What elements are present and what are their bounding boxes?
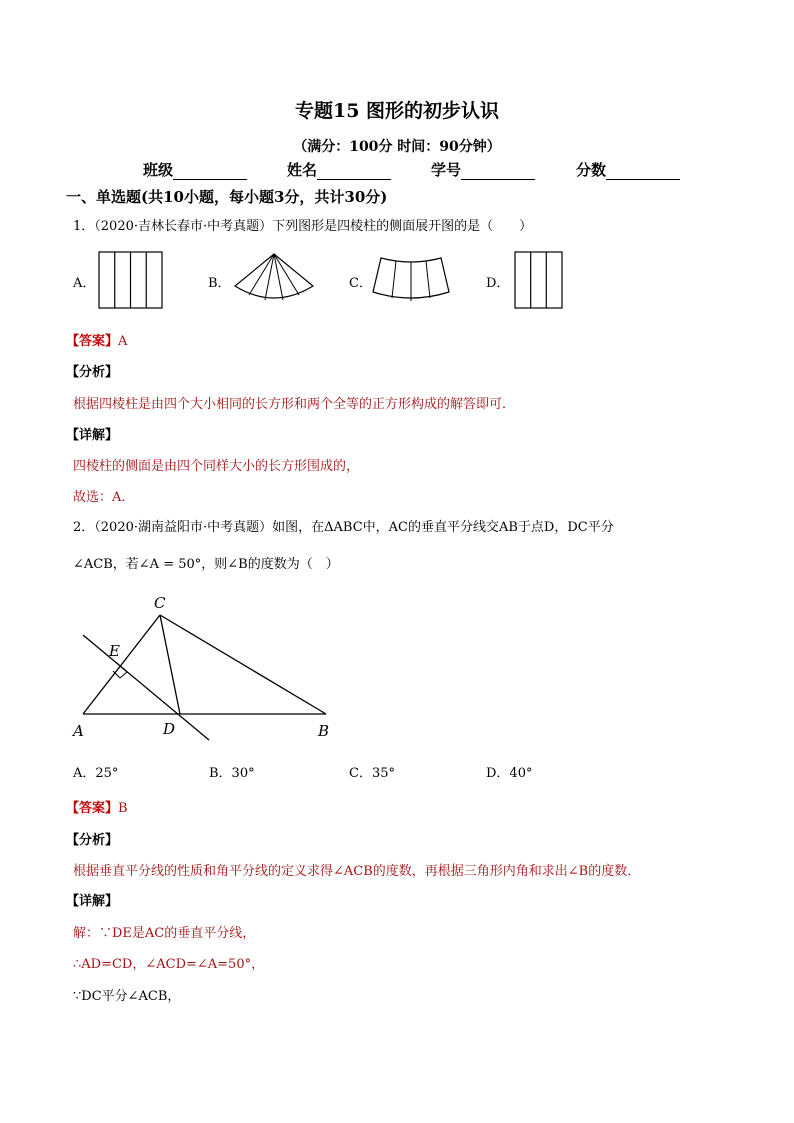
class-blank[interactable] [173, 163, 247, 180]
q1-figure-b [233, 252, 315, 304]
score-field [576, 159, 680, 180]
page-title: 专题15 图形的初步认识 [294, 100, 500, 122]
label-c: C [154, 594, 166, 612]
q1-stem: 1．（2020·吉林长春市·中考真题）下列图形是四棱柱的侧面展开图的是（ ） [73, 219, 533, 234]
q1-answer-row [66, 330, 127, 349]
page-subtitle: （满分：100分 时间：90分钟） [293, 139, 501, 155]
q1-figure-d [514, 251, 564, 309]
q1-analysis-text: 根据四棱柱是由四个大小相同的长方形和两个全等的正方形构成的解答即可． [73, 397, 516, 412]
name-blank[interactable] [317, 163, 391, 180]
label-e: E [109, 642, 120, 660]
q2-option-c: C．35° [349, 766, 395, 781]
q1-option-b: B． [208, 276, 231, 291]
class-field [143, 159, 247, 180]
id-label: 学号 [431, 161, 462, 179]
q2-answer-row [66, 797, 128, 816]
q2-triangle-figure [68, 590, 343, 750]
q1-option-a: A． [73, 276, 96, 291]
q1-detail-label: 【详解】 [66, 428, 119, 443]
q2-analysis-label: 【分析】 [66, 833, 119, 848]
class-label: 班级 [143, 161, 174, 179]
q2-answer-label: 【答案】 [66, 801, 119, 816]
q1-option-d: D． [486, 276, 510, 291]
q2-detail-label: 【详解】 [66, 894, 119, 909]
q2-stem-line1: 2．（2020·湖南益阳市·中考真题）如图，在ΔABC中，AC的垂直平分线交AB于点D，DC平分 [73, 520, 614, 535]
q2-detail-line: ∵DC平分∠ACB， [73, 989, 181, 1004]
q2-option-a: A．25° [73, 766, 119, 781]
q2-answer-value: B [118, 801, 128, 816]
q2-option-b: B．30° [209, 766, 255, 781]
id-blank[interactable] [461, 163, 535, 180]
q1-analysis-label: 【分析】 [66, 365, 119, 380]
q1-figure-c [371, 256, 451, 304]
q2-stem-line2: ∠ACB，若∠A = 50°，则∠B的度数为（ ） [73, 557, 339, 572]
name-field [287, 159, 391, 180]
q2-detail-line: ∴AD=CD，∠ACD=∠A=50°， [73, 957, 265, 972]
id-field [431, 159, 535, 180]
label-d: D [163, 720, 176, 738]
q2-analysis-text: 根据垂直平分线的性质和角平分线的定义求得∠ACB的度数，再根据三角形内角和求出∠B的度数． [73, 864, 641, 879]
score-label: 分数 [576, 161, 607, 179]
q1-detail-line: 故选：A． [73, 490, 135, 505]
name-label: 姓名 [287, 161, 318, 179]
score-blank[interactable] [606, 163, 680, 180]
q1-option-c: C． [349, 276, 372, 291]
q2-detail-line: 解：∵DE是AC的垂直平分线， [73, 926, 256, 941]
section-heading: 一、单选题(共10小题，每小题3分，共计30分) [66, 188, 388, 206]
label-a: A [73, 722, 84, 740]
q1-detail-line: 四棱柱的侧面是由四个同样大小的长方形围成的， [73, 459, 360, 474]
label-b: B [318, 722, 330, 740]
q1-figure-a [98, 251, 164, 309]
q1-answer-value: A [118, 334, 128, 349]
q2-option-d: D．40° [486, 766, 533, 781]
q1-answer-label: 【答案】 [66, 334, 119, 349]
